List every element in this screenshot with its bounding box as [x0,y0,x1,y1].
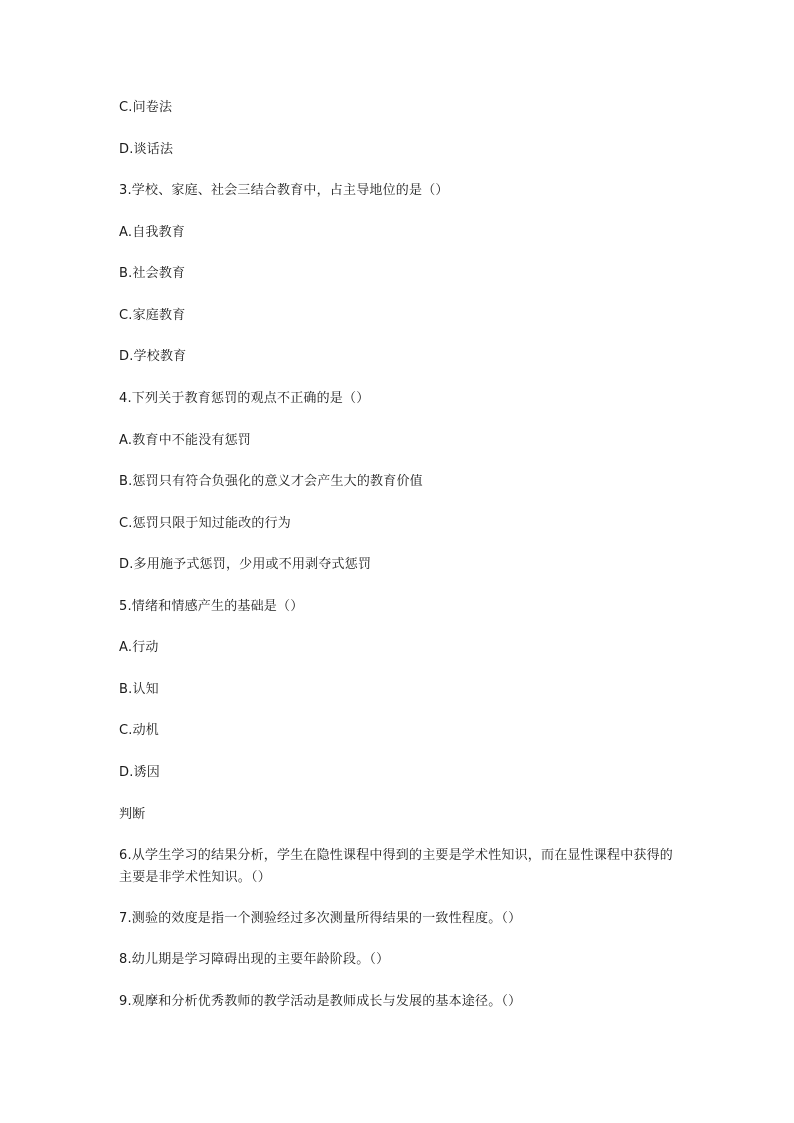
question-7: 7.测验的效度是指一个测验经过多次测量所得结果的一致性程度。（） [119,911,522,926]
q5-option-c: C.动机 [119,723,160,738]
question-4: 4.下列关于教育惩罚的观点不正确的是（） [119,391,370,406]
q4-option-c: C.惩罚只限于知过能改的行为 [119,516,292,531]
q5-option-d: D.诱因 [119,765,160,780]
q4-option-a: A.教育中不能没有惩罚 [119,433,251,448]
q2-option-c: C.问卷法 [119,100,173,115]
q4-option-d: D.多用施予式惩罚，少用或不用剥夺式惩罚 [119,557,372,572]
q3-option-b: B.社会教育 [119,266,186,281]
q5-option-a: A.行动 [119,640,159,655]
q3-option-a: A.自我教育 [119,225,185,240]
q3-option-c: C.家庭教育 [119,308,186,323]
section-heading-judgment: 判断 [119,807,146,822]
question-8: 8.幼儿期是学习障碍出现的主要年龄阶段。（） [119,952,390,967]
q3-option-d: D.学校教育 [119,349,187,364]
question-3: 3.学校、家庭、社会三结合教育中，占主导地位的是（） [119,183,449,198]
question-9: 9.观摩和分析优秀教师的教学活动是教师成长与发展的基本途径。（） [119,994,522,1009]
question-6: 6.从学生学习的结果分析，学生在隐性课程中得到的主要是学术性知识，而在显性课程中获得的主要是非学术性知识。（） [119,848,674,885]
q2-option-d: D.谈话法 [119,142,174,157]
q5-option-b: B.认知 [119,682,159,697]
question-5: 5.情绪和情感产生的基础是（） [119,599,304,614]
q4-option-b: B.惩罚只有符合负强化的意义才会产生大的教育价值 [119,474,423,489]
